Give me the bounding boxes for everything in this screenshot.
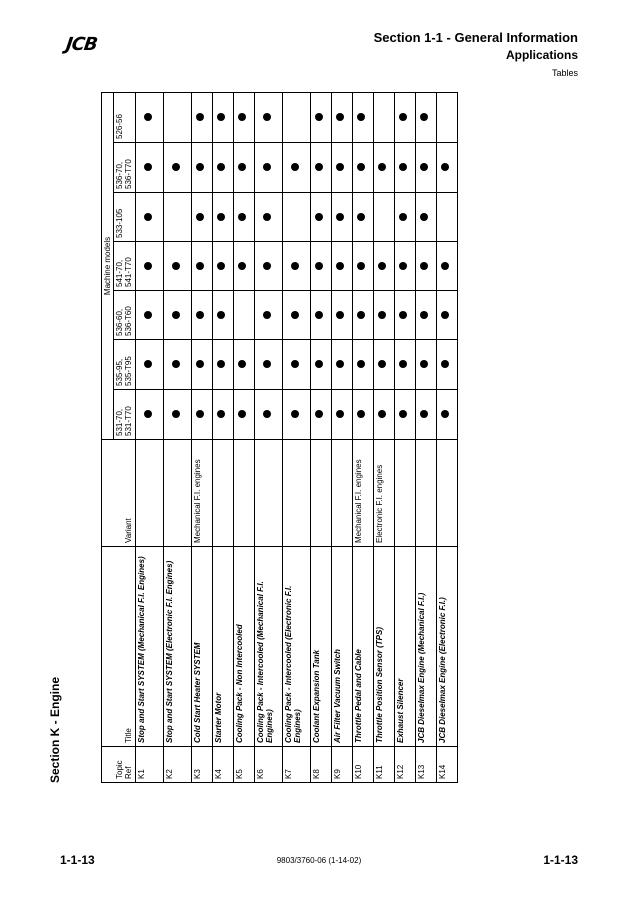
bullet-dot-icon: [263, 361, 271, 369]
title-cell: Cooling Pack - Intercooled (Electronic F.I. Engines): [282, 547, 310, 747]
bullet-dot-icon: [336, 262, 344, 270]
applicability-cell: [394, 242, 415, 291]
model-name-line1: 541-70,: [115, 259, 125, 287]
applicability-cell: [282, 92, 310, 142]
bullet-dot-icon: [441, 164, 449, 172]
applicability-cell: [415, 340, 436, 390]
table-row: [282, 92, 310, 782]
applicability-cell: [331, 143, 352, 193]
applicability-cell: [254, 92, 282, 142]
applicability-cell: [436, 143, 457, 193]
bullet-dot-icon: [217, 311, 225, 319]
bullet-dot-icon: [144, 311, 152, 319]
bullet-dot-icon: [399, 262, 407, 270]
topic-ref-cell: K8: [310, 747, 331, 783]
table-row: [436, 92, 457, 782]
variant-cell: Electronic F.I. engines: [373, 440, 394, 547]
applicability-cell: [163, 242, 191, 291]
bullet-dot-icon: [357, 262, 365, 270]
subsection-heading: Applications: [505, 48, 578, 62]
applicability-cell: [163, 291, 191, 340]
variant-cell: [415, 440, 436, 547]
bullet-dot-icon: [378, 311, 386, 319]
bullet-dot-icon: [336, 361, 344, 369]
applicability-cell: [352, 291, 373, 340]
bullet-dot-icon: [420, 113, 428, 121]
bullet-dot-icon: [315, 113, 323, 121]
title-cell: Starter Motor: [212, 547, 233, 747]
bullet-dot-icon: [144, 213, 152, 221]
bullet-dot-icon: [336, 311, 344, 319]
applicability-cell: [282, 193, 310, 242]
bullet-dot-icon: [420, 411, 428, 419]
applicability-cell: [415, 242, 436, 291]
applicability-cell: [310, 291, 331, 340]
title-cell: Cooling Pack - Intercooled (Mechanical F.I. Engines): [254, 547, 282, 747]
applicability-cell: [212, 92, 233, 142]
engine-applications-table: [101, 92, 458, 783]
subsubsection-heading: Tables: [551, 68, 578, 78]
applicability-cell: [436, 92, 457, 142]
applicability-cell: [135, 340, 163, 390]
applicability-cell: [394, 390, 415, 440]
bullet-dot-icon: [144, 361, 152, 369]
applicability-cell: [310, 390, 331, 440]
applicability-cell: [254, 143, 282, 193]
bullet-dot-icon: [441, 361, 449, 369]
bullet-dot-icon: [315, 164, 323, 172]
model-name-line2: 541-T70: [124, 257, 134, 287]
bullet-dot-icon: [399, 411, 407, 419]
variant-cell: [310, 440, 331, 547]
bullet-dot-icon: [291, 164, 299, 172]
applicability-cell: [282, 390, 310, 440]
topic-ref-cell: K13: [415, 747, 436, 783]
applicability-cell: [352, 390, 373, 440]
table-row: [373, 92, 394, 782]
applicability-cell: [331, 242, 352, 291]
bullet-dot-icon: [291, 311, 299, 319]
model-name-line1: 536-70,: [115, 161, 125, 189]
applicability-cell: [163, 193, 191, 242]
applicability-cell: [310, 242, 331, 291]
variant-cell: [254, 440, 282, 547]
bullet-dot-icon: [336, 164, 344, 172]
col-header-model: [114, 291, 135, 340]
bullet-dot-icon: [217, 164, 225, 172]
applicability-cell: [191, 193, 212, 242]
bullet-dot-icon: [315, 213, 323, 221]
bullet-dot-icon: [263, 262, 271, 270]
bullet-dot-icon: [196, 164, 204, 172]
section-title: Section K - Engine: [48, 676, 62, 783]
applicability-cell: [135, 193, 163, 242]
jcb-logo: JCB: [64, 34, 99, 55]
bullet-dot-icon: [441, 311, 449, 319]
col-header-machine-models: Machine models: [102, 92, 114, 439]
bullet-dot-icon: [196, 262, 204, 270]
bullet-dot-icon: [378, 262, 386, 270]
applicability-cell: [394, 143, 415, 193]
applicability-cell: [233, 390, 254, 440]
bullet-dot-icon: [172, 164, 180, 172]
applicability-cell: [163, 143, 191, 193]
title-cell: JCB Dieselmax Engine (Electronic F.I.): [436, 547, 457, 747]
bullet-dot-icon: [420, 213, 428, 221]
bullet-dot-icon: [217, 262, 225, 270]
applicability-cell: [191, 340, 212, 390]
table-row: [352, 92, 373, 782]
table-row: [163, 92, 191, 782]
applicability-cell: [436, 242, 457, 291]
bullet-dot-icon: [238, 213, 246, 221]
bullet-dot-icon: [357, 361, 365, 369]
bullet-dot-icon: [263, 164, 271, 172]
applicability-cell: [373, 143, 394, 193]
variant-cell: [394, 440, 415, 547]
page-number-right: 1-1-13: [543, 853, 578, 867]
model-name-line1: 526-56: [115, 114, 125, 139]
bullet-dot-icon: [217, 213, 225, 221]
bullet-dot-icon: [420, 164, 428, 172]
variant-cell: [212, 440, 233, 547]
title-cell: Exhaust Silencer: [394, 547, 415, 747]
bullet-dot-icon: [357, 213, 365, 221]
topic-ref-cell: K11: [373, 747, 394, 783]
rotated-table-block: [40, 88, 447, 783]
applicability-cell: [254, 193, 282, 242]
applicability-cell: [191, 390, 212, 440]
applicability-cell: [282, 242, 310, 291]
applicability-cell: [233, 143, 254, 193]
bullet-dot-icon: [315, 361, 323, 369]
topic-ref-cell: K12: [394, 747, 415, 783]
variant-cell: [282, 440, 310, 547]
model-name-line2: 536-T70: [124, 159, 134, 189]
topic-ref-cell: K1: [135, 747, 163, 783]
applicability-cell: [373, 242, 394, 291]
applicability-cell: [373, 340, 394, 390]
applicability-cell: [331, 193, 352, 242]
bullet-dot-icon: [144, 164, 152, 172]
bullet-dot-icon: [172, 361, 180, 369]
applicability-cell: [394, 291, 415, 340]
bullet-dot-icon: [196, 361, 204, 369]
bullet-dot-icon: [238, 411, 246, 419]
applicability-cell: [191, 291, 212, 340]
bullet-dot-icon: [172, 411, 180, 419]
bullet-dot-icon: [378, 411, 386, 419]
applicability-cell: [415, 92, 436, 142]
bullet-dot-icon: [196, 113, 204, 121]
applicability-cell: [394, 193, 415, 242]
bullet-dot-icon: [315, 262, 323, 270]
bullet-dot-icon: [336, 213, 344, 221]
table-row: [233, 92, 254, 782]
table-row: [191, 92, 212, 782]
applicability-cell: [415, 291, 436, 340]
applicability-cell: [191, 242, 212, 291]
model-name-line2: 535-T95: [124, 356, 134, 386]
applicability-cell: [254, 390, 282, 440]
applicability-cell: [352, 143, 373, 193]
table-body: [135, 92, 457, 782]
applicability-cell: [163, 390, 191, 440]
bullet-dot-icon: [238, 113, 246, 121]
applicability-cell: [394, 340, 415, 390]
applicability-cell: [135, 291, 163, 340]
topic-ref-cell: K14: [436, 747, 457, 783]
applicability-cell: [310, 193, 331, 242]
applicability-cell: [212, 390, 233, 440]
bullet-dot-icon: [357, 311, 365, 319]
col-header-title: Title: [102, 547, 136, 747]
applicability-cell: [254, 340, 282, 390]
title-cell: JCB Dieselmax Engine (Mechanical F.I.): [415, 547, 436, 747]
topic-ref-cell: K9: [331, 747, 352, 783]
bullet-dot-icon: [263, 311, 271, 319]
applicability-cell: [191, 143, 212, 193]
bullet-dot-icon: [315, 311, 323, 319]
bullet-dot-icon: [217, 113, 225, 121]
applicability-cell: [415, 390, 436, 440]
topic-ref-cell: K10: [352, 747, 373, 783]
title-cell: Coolant Expansion Tank: [310, 547, 331, 747]
applicability-cell: [415, 193, 436, 242]
applicability-cell: [436, 390, 457, 440]
applicability-cell: [212, 143, 233, 193]
applicability-cell: [135, 242, 163, 291]
bullet-dot-icon: [420, 311, 428, 319]
applicability-cell: [233, 242, 254, 291]
col-header-topic-ref: Topic Ref: [102, 747, 136, 783]
applicability-cell: [310, 340, 331, 390]
applicability-cell: [212, 291, 233, 340]
bullet-dot-icon: [357, 411, 365, 419]
table-row: [331, 92, 352, 782]
topic-ref-cell: K2: [163, 747, 191, 783]
col-header-model: [114, 143, 135, 193]
model-name-line2: 536-T60: [124, 306, 134, 336]
bullet-dot-icon: [399, 361, 407, 369]
bullet-dot-icon: [144, 113, 152, 121]
applicability-cell: [436, 340, 457, 390]
bullet-dot-icon: [263, 113, 271, 121]
bullet-dot-icon: [196, 311, 204, 319]
title-cell: Cold Start Heater SYSTEM: [191, 547, 212, 747]
applicability-cell: [352, 242, 373, 291]
variant-cell: [436, 440, 457, 547]
bullet-dot-icon: [291, 411, 299, 419]
col-header-variant: Variant: [102, 440, 136, 547]
bullet-dot-icon: [357, 113, 365, 121]
applicability-cell: [352, 92, 373, 142]
applicability-cell: [282, 291, 310, 340]
bullet-dot-icon: [378, 164, 386, 172]
col-header-model: [114, 193, 135, 242]
section-heading: Section 1-1 - General Information: [373, 30, 578, 45]
applicability-cell: [331, 92, 352, 142]
model-name-line2: 531-T70: [124, 406, 134, 436]
applicability-cell: [212, 242, 233, 291]
bullet-dot-icon: [441, 262, 449, 270]
applicability-cell: [373, 291, 394, 340]
col-header-model: [114, 92, 135, 142]
col-header-model: [114, 242, 135, 291]
applicability-cell: [212, 193, 233, 242]
variant-cell: [135, 440, 163, 547]
variant-cell: Mechanical F.I. engines: [352, 440, 373, 547]
bullet-dot-icon: [144, 411, 152, 419]
bullet-dot-icon: [172, 262, 180, 270]
applicability-cell: [352, 340, 373, 390]
applicability-cell: [254, 291, 282, 340]
table-row: [310, 92, 331, 782]
table-row: [394, 92, 415, 782]
col-header-model: [114, 340, 135, 390]
bullet-dot-icon: [238, 262, 246, 270]
document-reference: 9803/3760-06 (1-14-02): [276, 856, 362, 865]
bullet-dot-icon: [263, 411, 271, 419]
topic-ref-cell: K7: [282, 747, 310, 783]
topic-ref-cell: K5: [233, 747, 254, 783]
variant-cell: Mechanical F.I. engines: [191, 440, 212, 547]
variant-cell: [331, 440, 352, 547]
applicability-cell: [233, 92, 254, 142]
applicability-cell: [233, 340, 254, 390]
applicability-cell: [282, 143, 310, 193]
bullet-dot-icon: [441, 411, 449, 419]
bullet-dot-icon: [399, 164, 407, 172]
applicability-cell: [282, 340, 310, 390]
bullet-dot-icon: [420, 361, 428, 369]
title-cell: Throttle Position Sensor (TPS): [373, 547, 394, 747]
bullet-dot-icon: [399, 213, 407, 221]
bullet-dot-icon: [172, 311, 180, 319]
topic-ref-cell: K6: [254, 747, 282, 783]
applicability-cell: [373, 193, 394, 242]
bullet-dot-icon: [336, 113, 344, 121]
applicability-cell: [135, 143, 163, 193]
title-cell: Cooling Pack - Non Intercooled: [233, 547, 254, 747]
title-cell: Stop and Start SYSTEM (Mechanical F.I. Engines): [135, 547, 163, 747]
applicability-cell: [373, 92, 394, 142]
applicability-cell: [436, 193, 457, 242]
bullet-dot-icon: [399, 113, 407, 121]
applicability-cell: [394, 92, 415, 142]
bullet-dot-icon: [357, 164, 365, 172]
page-number-left: 1-1-13: [60, 853, 95, 867]
applicability-cell: [373, 390, 394, 440]
bullet-dot-icon: [420, 262, 428, 270]
applicability-cell: [135, 92, 163, 142]
model-name-line1: 536-60,: [115, 308, 125, 336]
variant-cell: [163, 440, 191, 547]
bullet-dot-icon: [217, 411, 225, 419]
table-row: [135, 92, 163, 782]
applicability-cell: [191, 92, 212, 142]
applicability-cell: [163, 340, 191, 390]
applicability-cell: [163, 92, 191, 142]
bullet-dot-icon: [196, 213, 204, 221]
bullet-dot-icon: [238, 164, 246, 172]
col-header-model: [114, 390, 135, 440]
topic-ref-cell: K4: [212, 747, 233, 783]
applicability-cell: [331, 340, 352, 390]
bullet-dot-icon: [315, 411, 323, 419]
title-cell: Air Filter Vacuum Switch: [331, 547, 352, 747]
bullet-dot-icon: [336, 411, 344, 419]
model-name-line1: 533-105: [115, 208, 125, 238]
table-row: [212, 92, 233, 782]
applicability-cell: [331, 390, 352, 440]
bullet-dot-icon: [217, 361, 225, 369]
bullet-dot-icon: [291, 262, 299, 270]
applicability-cell: [352, 193, 373, 242]
model-name-line1: 535-95,: [115, 358, 125, 386]
title-cell: Throttle Pedal and Cable: [352, 547, 373, 747]
applicability-cell: [233, 291, 254, 340]
variant-cell: [233, 440, 254, 547]
applicability-cell: [135, 390, 163, 440]
applicability-cell: [254, 242, 282, 291]
applicability-cell: [436, 291, 457, 340]
bullet-dot-icon: [238, 361, 246, 369]
bullet-dot-icon: [378, 361, 386, 369]
bullet-dot-icon: [196, 411, 204, 419]
applicability-cell: [233, 193, 254, 242]
topic-ref-cell: K3: [191, 747, 212, 783]
applicability-cell: [212, 340, 233, 390]
title-cell: Stop and Start SYSTEM (Electronic F.I. Engines): [163, 547, 191, 747]
table-row: [415, 92, 436, 782]
bullet-dot-icon: [144, 262, 152, 270]
applicability-cell: [310, 92, 331, 142]
model-name-line1: 531-70,: [115, 408, 125, 436]
table-row: [254, 92, 282, 782]
applicability-cell: [415, 143, 436, 193]
bullet-dot-icon: [263, 213, 271, 221]
bullet-dot-icon: [399, 311, 407, 319]
applicability-cell: [331, 291, 352, 340]
applicability-cell: [310, 143, 331, 193]
bullet-dot-icon: [291, 361, 299, 369]
